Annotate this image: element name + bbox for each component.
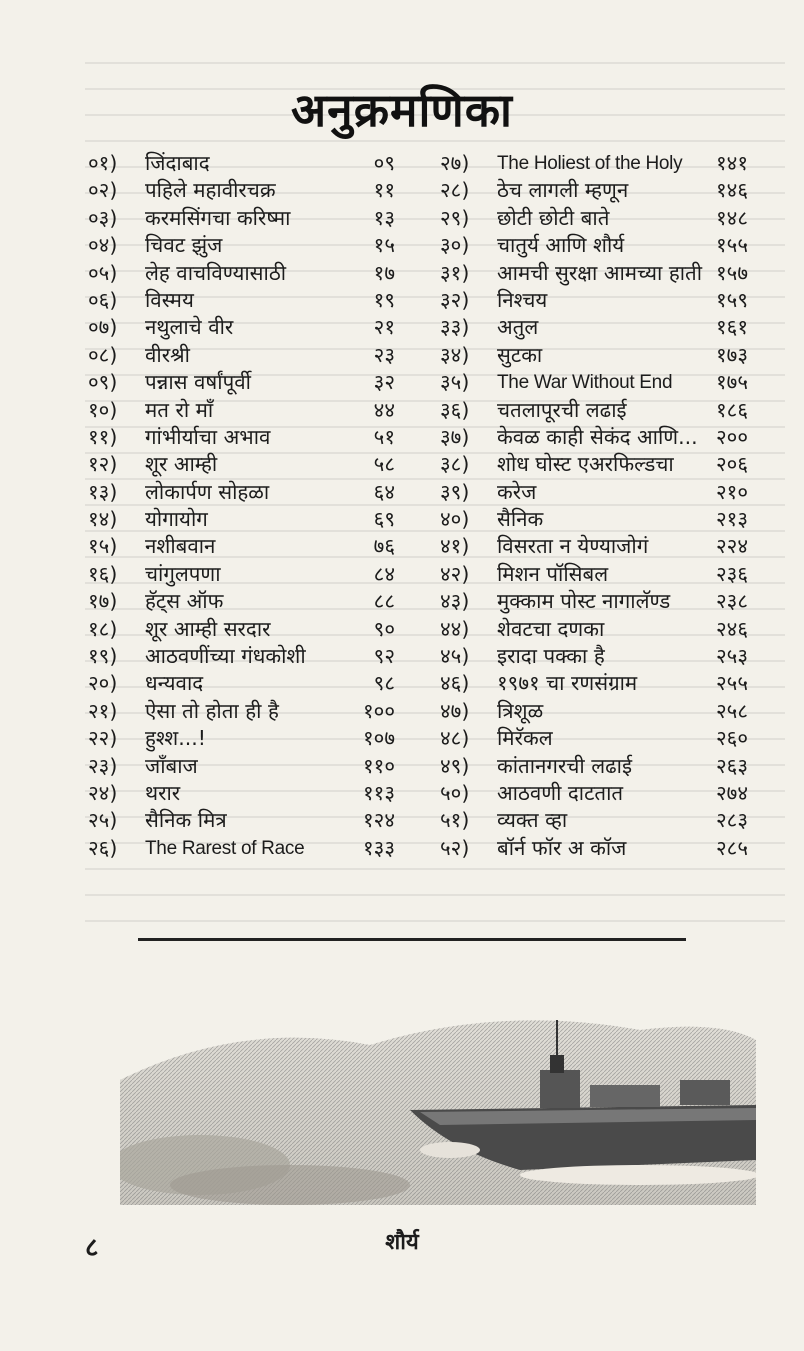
- toc-entry: [440, 780, 748, 807]
- toc-entry: [88, 561, 395, 588]
- toc-entry-number: ३९): [440, 479, 470, 504]
- toc-entry-number: ४२): [440, 561, 470, 586]
- warship-illustration: [120, 1000, 756, 1205]
- toc-entry-title: The Holiest of the Holy: [497, 153, 683, 174]
- toc-entry-title: गांभीर्याचा अभाव: [145, 424, 271, 449]
- toc-entry: [440, 287, 748, 314]
- toc-entry-number: ०८): [88, 342, 118, 367]
- toc-entry-number: ०१): [88, 151, 118, 175]
- toc-entry-title: निश्चय: [497, 287, 548, 312]
- toc-entry: [440, 561, 748, 588]
- toc-entry-title: मिशन पॉसिबल: [497, 561, 609, 586]
- toc-entry: [440, 807, 748, 834]
- toc-entry-page: ०९: [373, 151, 395, 175]
- divider-rule: [138, 938, 686, 941]
- toc-entry: [88, 205, 395, 232]
- toc-entry-title: व्यक्त व्हा: [497, 808, 568, 833]
- toc-entry-number: ४१): [440, 534, 470, 559]
- toc-entry-page: १५५: [716, 233, 748, 258]
- toc-entry: [88, 369, 395, 396]
- toc-entry-number: २२): [88, 726, 118, 751]
- toc-entry-page: २०६: [716, 452, 748, 477]
- toc-entry: [440, 835, 748, 862]
- toc-entry-number: ३५): [440, 370, 470, 395]
- toc-entry-title: करेज: [497, 479, 537, 504]
- toc-entry-title: हॅट्स ऑफ: [145, 589, 224, 614]
- toc-entry: [88, 342, 395, 369]
- toc-entry: [440, 643, 748, 670]
- toc-entry-title: चिवट झुंज: [145, 233, 223, 258]
- toc-entry-page: २६०: [716, 726, 748, 751]
- toc-entry: [88, 533, 395, 560]
- toc-entry: [88, 616, 395, 643]
- toc-entry-number: ११): [88, 424, 118, 449]
- page-title: अनुक्रमणिका: [291, 83, 513, 137]
- toc-entry-number: ४६): [440, 671, 470, 696]
- toc-entry: [440, 725, 748, 752]
- toc-entry-number: ४०): [440, 507, 470, 532]
- toc-entry-title: शूर आम्ही सरदार: [145, 616, 271, 641]
- toc-entry-number: २७): [440, 151, 470, 175]
- toc-entry-page: ८४: [373, 561, 395, 586]
- toc-entry-title: सैनिक मित्र: [145, 808, 227, 833]
- toc-entry-title: थरार: [145, 780, 181, 805]
- toc-entry-title: केवळ काही सेकंद आणि...: [497, 424, 698, 449]
- toc-entry: [440, 150, 748, 177]
- toc-entry-number: ४५): [440, 644, 470, 669]
- toc-entry-page: १४१: [716, 151, 748, 175]
- toc-entry-page: १७३: [716, 342, 748, 367]
- toc-entry-number: १७): [88, 589, 118, 614]
- toc-entry-page: ११३: [363, 780, 395, 805]
- toc-entry-number: ३६): [440, 397, 470, 422]
- toc-entry-number: १२): [88, 452, 118, 477]
- toc-entry-page: ६४: [373, 479, 395, 504]
- toc-entry-number: ३१): [440, 260, 470, 285]
- toc-entry-number: १०): [88, 397, 118, 422]
- toc-entry-title: नशीबवान: [145, 534, 216, 559]
- toc-entry-page: १६१: [716, 315, 748, 340]
- toc-entry-number: ४८): [440, 726, 470, 751]
- toc-entry: [88, 479, 395, 506]
- toc-entry: [88, 397, 395, 424]
- toc-entry-number: २६): [88, 835, 118, 860]
- toc-entry: [440, 753, 748, 780]
- toc-entry-page: २००: [716, 424, 748, 449]
- toc-entry-page: १०७: [363, 726, 395, 751]
- toc-entry-title: मुक्काम पोस्ट नागालॅण्ड: [497, 589, 671, 614]
- toc-entry: [440, 314, 748, 341]
- toc-entry-number: ०९): [88, 370, 118, 395]
- toc-entry-title: चांगुलपणा: [145, 561, 221, 586]
- toc-entry-title: आठवणींच्या गंधकोशी: [145, 644, 306, 669]
- toc-entry-title: जिंदाबाद: [145, 151, 210, 175]
- toc-entry-number: ०७): [88, 315, 118, 340]
- toc-entry-title: मिरॅकल: [497, 726, 553, 751]
- toc-entry-number: १४): [88, 507, 118, 532]
- toc-entry: [440, 397, 748, 424]
- toc-entry-title: शोध घोस्ट एअरफिल्डचा: [497, 452, 674, 477]
- toc-entry-page: २१०: [716, 479, 748, 504]
- toc-entry-number: २४): [88, 780, 118, 805]
- toc-entry-title: शेवटचा दणका: [497, 616, 605, 641]
- toc-entry: [440, 205, 748, 232]
- toc-entry: [440, 533, 748, 560]
- toc-entry-title: धन्यवाद: [145, 671, 204, 696]
- toc-entry-page: ९२: [373, 644, 395, 669]
- toc-entry-title: नथुलाचे वीर: [145, 315, 234, 340]
- toc-entry: [440, 232, 748, 259]
- toc-entry-page: ६९: [373, 507, 395, 532]
- toc-entry-title: वीरश्री: [145, 342, 190, 367]
- toc-entry-number: ३०): [440, 233, 470, 258]
- toc-entry-page: २३८: [716, 589, 748, 614]
- toc-entry-page: २३६: [716, 561, 748, 586]
- toc-entry-number: १९): [88, 644, 118, 669]
- toc-entry-title: चतलापूरची लढाई: [497, 397, 627, 422]
- toc-entry: [88, 451, 395, 478]
- toc-entry-title: योगायोग: [145, 507, 208, 532]
- toc-entry: [88, 588, 395, 615]
- toc-entry: [88, 643, 395, 670]
- toc-entry: [88, 835, 395, 862]
- toc-entry: [88, 424, 395, 451]
- toc-entry-page: १३: [373, 205, 395, 230]
- toc-entry-number: ४४): [440, 616, 470, 641]
- toc-entry-page: ९०: [373, 616, 395, 641]
- toc-entry-title: लेह वाचविण्यासाठी: [145, 260, 287, 285]
- toc-entry-number: १६): [88, 561, 118, 586]
- toc-entry-title: अतुल: [497, 315, 539, 340]
- toc-entry-page: १४६: [716, 178, 748, 203]
- toc-entry-title: आठवणी दाटतात: [497, 780, 624, 805]
- toc-entry-number: ३७): [440, 424, 470, 449]
- toc-entry-title: पहिले महावीरचक्र: [145, 178, 276, 203]
- toc-entry-title: विसरता न येण्याजोगं: [497, 534, 649, 559]
- toc-entry-page: २२४: [716, 534, 748, 559]
- toc-entry-title: बॉर्न फॉर अ कॉज: [497, 835, 627, 860]
- toc-entry-page: २४६: [716, 616, 748, 641]
- toc-entry-page: ८८: [373, 589, 395, 614]
- toc-entry-title: छोटी छोटी बाते: [497, 205, 610, 230]
- toc-entry: [440, 506, 748, 533]
- toc-entry: [88, 177, 395, 204]
- toc-entry-page: १५९: [716, 287, 748, 312]
- toc-entry-page: १४८: [716, 205, 748, 230]
- toc-entry-page: २१: [373, 315, 395, 340]
- toc-entry-number: १५): [88, 534, 118, 559]
- toc-entry-number: ५२): [440, 835, 470, 860]
- toc-entry: [88, 807, 395, 834]
- toc-entry-number: ०३): [88, 205, 118, 230]
- toc-entry-page: २३: [373, 342, 395, 367]
- toc-entry-page: ७६: [373, 534, 395, 559]
- toc-entry-title: The Rarest of Race: [145, 837, 305, 859]
- toc-entry: [88, 780, 395, 807]
- toc-left-column: [88, 150, 395, 862]
- toc-entry-number: ४३): [440, 589, 470, 614]
- page-number: ८: [85, 1233, 99, 1263]
- toc-entry: [440, 698, 748, 725]
- toc-entry-title: पन्नास वर्षांपूर्वी: [145, 370, 251, 395]
- toc-entry-number: ०६): [88, 287, 118, 312]
- toc-entry-number: १३): [88, 479, 118, 504]
- toc-entry-title: ठेच लागली म्हणून: [497, 178, 629, 203]
- toc-entry-title: त्रिशूळ: [497, 698, 544, 723]
- toc-entry-page: ११: [373, 178, 395, 203]
- toc-entry: [88, 670, 395, 697]
- toc-entry: [440, 260, 748, 287]
- toc-entry: [88, 260, 395, 287]
- toc-entry: [88, 725, 395, 752]
- running-footer-title: शौर्य: [385, 1230, 419, 1255]
- toc-entry-number: २०): [88, 671, 118, 696]
- toc-entry-page: २५५: [716, 671, 748, 696]
- toc-entry-number: ३८): [440, 452, 470, 477]
- toc-entry-number: २१): [88, 698, 118, 723]
- toc-entry-title: मत रो माँ: [145, 397, 214, 422]
- toc-entry: [88, 287, 395, 314]
- toc-entry-page: ३२: [373, 370, 395, 395]
- toc-entry-page: ४४: [373, 397, 395, 422]
- toc-entry-page: १५: [373, 233, 395, 258]
- toc-entry-page: १५७: [716, 260, 748, 285]
- toc-entry-title: विस्मय: [145, 287, 194, 312]
- toc-entry-page: १७: [373, 260, 395, 285]
- toc-entry-number: २८): [440, 178, 470, 203]
- toc-entry-page: ५१: [373, 424, 395, 449]
- toc-entry-page: ११०: [363, 753, 395, 778]
- toc-entry-page: २१३: [716, 507, 748, 532]
- toc-entry: [88, 314, 395, 341]
- toc-entry-title: चातुर्य आणि शौर्य: [497, 233, 625, 258]
- toc-entry-page: २५३: [716, 644, 748, 669]
- toc-entry: [88, 150, 395, 177]
- toc-entry-title: १९७१ चा रणसंग्राम: [497, 671, 638, 696]
- toc-entry-number: ०४): [88, 233, 118, 258]
- toc-entry-page: १९: [373, 287, 395, 312]
- toc-entry: [88, 506, 395, 533]
- toc-entry-page: २७४: [716, 780, 748, 805]
- toc-entry: [440, 177, 748, 204]
- toc-entry-number: २९): [440, 205, 470, 230]
- toc-entry-page: ९८: [373, 671, 395, 696]
- toc-entry-page: १३३: [363, 835, 395, 860]
- toc-entry-number: २५): [88, 808, 118, 833]
- toc-entry-title: आमची सुरक्षा आमच्या हाती: [497, 260, 703, 285]
- toc-entry-title: सुटका: [497, 342, 543, 367]
- toc-entry-page: २६३: [716, 753, 748, 778]
- toc-entry-number: ३२): [440, 287, 470, 312]
- toc-entry-title: कांतानगरची लढाई: [497, 753, 633, 778]
- toc-entry-title: इरादा पक्का है: [497, 644, 605, 669]
- toc-entry: [440, 451, 748, 478]
- toc-entry-title: सैनिक: [497, 507, 544, 532]
- toc-entry-number: ४७): [440, 698, 470, 723]
- toc-entry-number: ०२): [88, 178, 118, 203]
- toc-entry-number: ५१): [440, 808, 470, 833]
- toc-entry-page: १८६: [716, 397, 748, 422]
- toc-entry-number: ३३): [440, 315, 470, 340]
- toc-entry: [440, 588, 748, 615]
- toc-entry-page: २५८: [716, 698, 748, 723]
- toc-entry-title: The War Without End: [497, 372, 673, 394]
- toc-entry: [88, 698, 395, 725]
- toc-entry: [440, 670, 748, 697]
- toc-entry: [440, 342, 748, 369]
- toc-entry-title: ऐसा तो होता ही है: [145, 698, 279, 723]
- toc-entry-title: करमसिंगचा करिष्मा: [145, 205, 291, 230]
- toc-entry: [88, 232, 395, 259]
- toc-entry-title: हुश्श...!: [145, 726, 207, 751]
- toc-entry-title: जाँबाज: [145, 753, 198, 778]
- toc-entry-number: ३४): [440, 342, 470, 367]
- toc-right-column: [440, 150, 748, 862]
- toc-entry-page: २८५: [716, 835, 748, 860]
- toc-entry-title: लोकार्पण सोहळा: [145, 479, 270, 504]
- toc-entry-number: ४९): [440, 753, 470, 778]
- toc-entry-number: ०५): [88, 260, 118, 285]
- toc-entry-page: १२४: [363, 808, 395, 833]
- toc-entry: [440, 369, 748, 396]
- toc-entry-page: २८३: [716, 808, 748, 833]
- toc-entry-number: २३): [88, 753, 118, 778]
- toc-entry: [440, 616, 748, 643]
- toc-entry-number: ५०): [440, 780, 470, 805]
- toc-entry-page: ५८: [373, 452, 395, 477]
- toc-entry: [440, 424, 748, 451]
- toc-entry-title: शूर आम्ही: [145, 452, 218, 477]
- toc-entry: [440, 479, 748, 506]
- toc-entry-page: १००: [363, 698, 395, 723]
- toc-entry: [88, 753, 395, 780]
- toc-entry-number: १८): [88, 616, 118, 641]
- toc-entry-page: १७५: [716, 370, 748, 395]
